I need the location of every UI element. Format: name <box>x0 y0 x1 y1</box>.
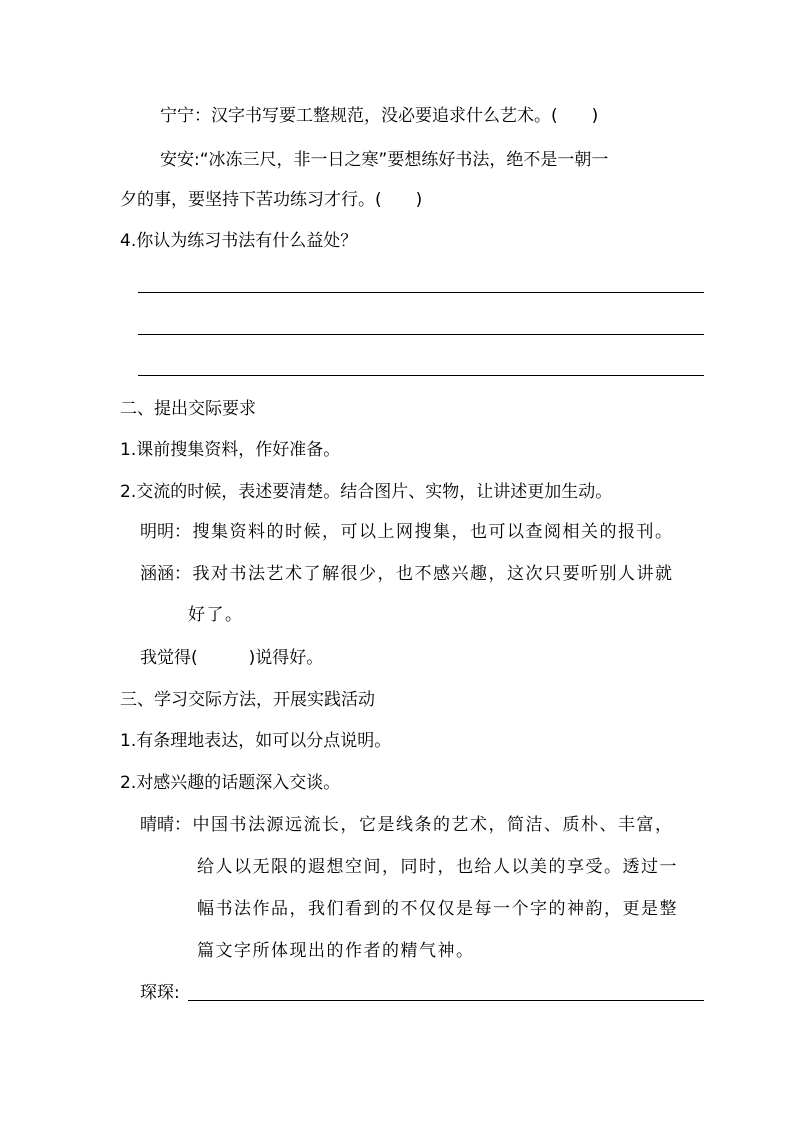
hanhan-line-2: 好了。 <box>188 605 244 625</box>
ningning-name: 宁宁 <box>160 106 194 126</box>
mingming-line <box>140 520 674 544</box>
hanhan-line-1 <box>140 562 674 586</box>
mingming-text: ：搜集资料的时候，可以上网搜集，也可以查阅相关的报刊。 <box>174 522 674 542</box>
qingqing-line-4: 篇文字所体现出的作者的精气神。 <box>197 941 475 961</box>
qingqing-line-3: 幅书法作品，我们看到的不仅仅是每一个字的神韵，更是整 <box>197 899 678 919</box>
qingqing-line-2: 给人以无限的遐想空间，同时，也给人以美的享受。透过一 <box>197 857 678 877</box>
ningning-text: ：汉字书写要工整规范，没必要追求什么艺术。( ) <box>194 106 599 126</box>
section-two-heading: 二、提出交际要求 <box>120 399 256 419</box>
answer-line-1[interactable] <box>138 292 704 293</box>
qingqing-name: 晴晴 <box>140 815 174 835</box>
mingming-name: 明明 <box>140 522 174 542</box>
section-three-heading: 三、学习交际方法，开展实践活动 <box>120 690 375 710</box>
answer-line-3[interactable] <box>138 375 704 376</box>
anan-text-1: :“冰冻三尺，非一日之寒”要想练好书法，绝不是一朝一 <box>194 150 609 170</box>
anan-line-2: 夕的事，要坚持下苦功练习才行。( ) <box>120 190 423 210</box>
hanhan-name: 涵涵 <box>140 564 174 584</box>
anan-name: 安安 <box>160 150 194 170</box>
section-three-item-1: 1.有条理地表达，如可以分点说明。 <box>120 731 392 751</box>
section-three-item-2: 2.对感兴趣的话题深入交谈。 <box>120 773 341 793</box>
section-two-item-2: 2.交流的时候，表述要清楚。结合图片、实物，让讲述更加生动。 <box>120 482 613 502</box>
question-4: 4.你认为练习书法有什么益处？ <box>120 231 358 251</box>
section-two-item-1: 1.课前搜集资料，作好准备。 <box>120 440 341 460</box>
tantan-label: 琛琛: <box>140 983 180 1003</box>
tantan-answer-line[interactable] <box>188 1000 704 1001</box>
qingqing-line-1 <box>140 813 674 837</box>
judge-line: 我觉得( )说得好。 <box>140 648 324 668</box>
anan-line-1 <box>160 148 608 172</box>
qingqing-text-1: ：中国书法源远流长，它是线条的艺术，简洁、质朴、丰富， <box>174 815 674 835</box>
ningning-line <box>160 104 598 128</box>
answer-line-2[interactable] <box>138 334 704 335</box>
hanhan-text-1: ：我对书法艺术了解很少，也不感兴趣，这次只要听别人讲就 <box>174 564 674 584</box>
